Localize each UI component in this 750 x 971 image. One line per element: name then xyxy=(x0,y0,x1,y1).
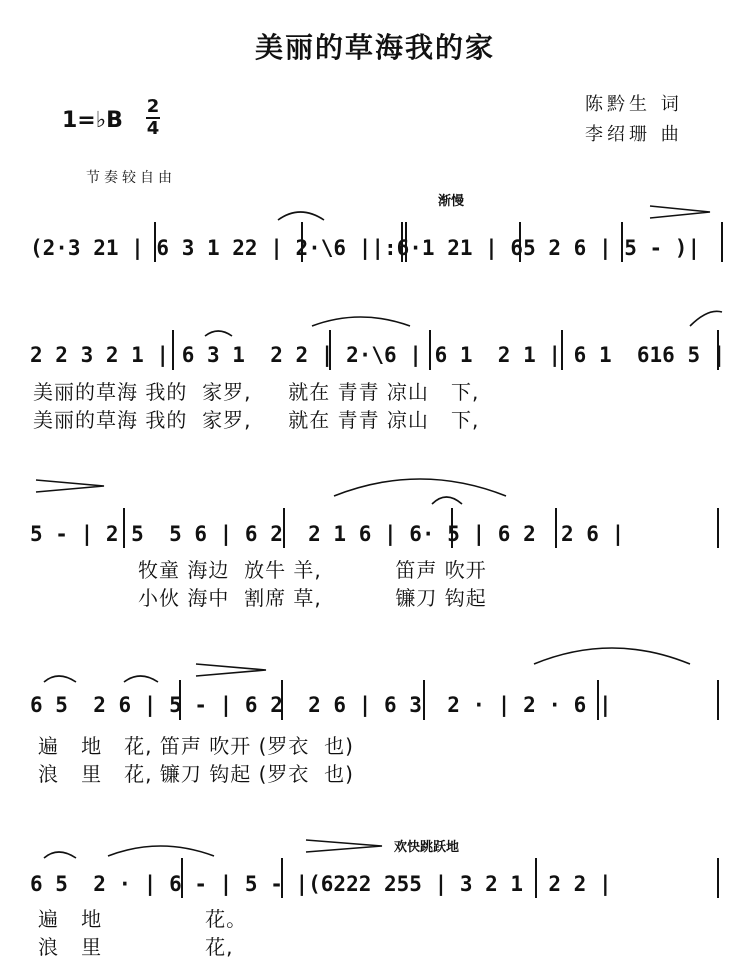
slur xyxy=(534,648,690,664)
hairpin xyxy=(306,840,382,852)
lyric-verse2-line4: 浪 里 花, 镰刀 钩起 (罗衣 也) xyxy=(38,762,354,786)
staff-line-3: 5 - | 2 5 5 6 | 6 2 2 1 6 | 6· 5 | 6 2 2 6 | xyxy=(30,522,625,546)
lyric-verse2-line3: 小伙 海中 割席 草, 镰刀 钩起 xyxy=(138,586,487,610)
key-signature: 1=♭B xyxy=(62,108,123,133)
hairpin xyxy=(196,664,266,676)
slur xyxy=(334,479,506,496)
staff-line-1: (2·3 21 | 6 3 1 22 | 2·\6 ||:6·1 21 | 65 2 6 | 5 - )| xyxy=(30,236,701,260)
slur xyxy=(278,212,324,220)
rit-marking: 渐慢 xyxy=(438,194,465,209)
song-title: 美丽的草海我的家 xyxy=(254,31,495,64)
hairpin xyxy=(650,206,710,218)
slur xyxy=(312,317,410,326)
lyric-verse1-line3: 牧童 海边 放牛 羊, 笛声 吹开 xyxy=(138,558,487,582)
composer-credit: 李绍珊 曲 xyxy=(585,124,683,145)
slur xyxy=(44,852,76,858)
slur xyxy=(124,676,158,682)
staff-line-4: 6 5 2 6 | 5 - | 6 2 2 6 | 6 3 2 · | 2 · 6 | xyxy=(30,693,612,717)
lyric-verse1-line2: 美丽的草海 我的 家罗, 就在 青青 凉山 下, xyxy=(33,380,480,404)
lyric-verse2-line5: 浪 里 花, xyxy=(38,935,234,959)
lyric-verse1-line5: 遍 地 花。 xyxy=(38,907,248,931)
slur xyxy=(432,497,462,504)
time-signature-bottom: 4 xyxy=(146,118,160,139)
hairpin xyxy=(36,480,104,492)
lyric-verse1-line4: 遍 地 花, 笛声 吹开 (罗衣 也) xyxy=(38,734,354,758)
tempo-marking: 节奏较自由 xyxy=(86,170,176,186)
staff-line-2: 2 2 3 2 1 | 6 3 1 2 2 | 2·\6 | 6 1 2 1 | 6 1 616 5 | xyxy=(30,343,726,367)
lively-marking: 欢快跳跃地 xyxy=(394,840,460,855)
slur xyxy=(108,846,214,856)
staff-line-5: 6 5 2 · | 6 - | 5 - |(6222 255 | 3 2 1 2 2 | xyxy=(30,872,612,896)
time-signature-top: 2 xyxy=(146,96,160,117)
slur xyxy=(205,331,232,336)
slur xyxy=(44,676,76,682)
hairpin xyxy=(690,311,722,326)
lyric-verse2-line2: 美丽的草海 我的 家罗, 就在 青青 凉山 下, xyxy=(33,408,480,432)
lyricist-credit: 陈黔生 词 xyxy=(585,94,683,115)
